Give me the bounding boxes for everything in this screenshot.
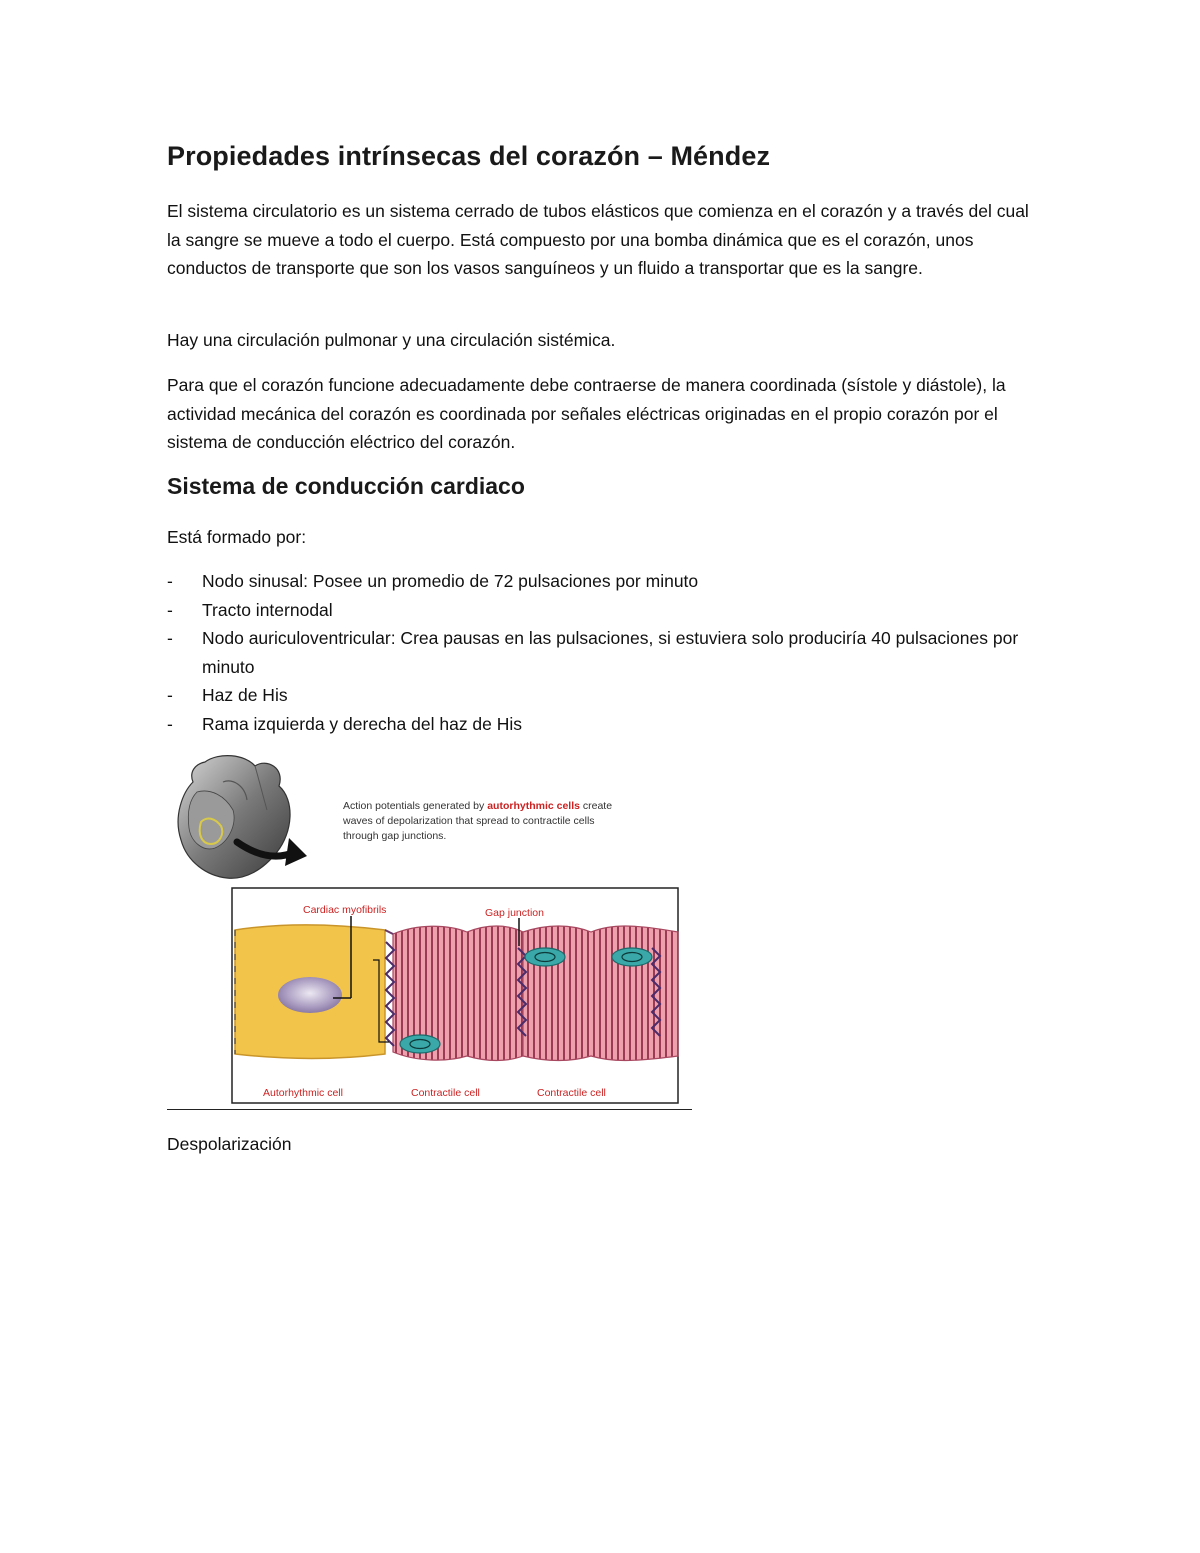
list-item-text: Rama izquierda y derecha del haz de His	[202, 713, 523, 734]
page-title: Propiedades intrínsecas del corazón – Méndez	[167, 141, 771, 171]
label-contractile-cell-2: Contractile cell	[537, 1087, 606, 1099]
label-autorhythmic-cell: Autorhythmic cell	[263, 1087, 343, 1099]
heart-illustration	[178, 756, 307, 879]
label-gap-junction: Gap junction	[485, 907, 544, 919]
label-cardiac-myofibrils: Cardiac myofibrils	[303, 904, 387, 916]
list-item-text: Nodo auriculoventricular: Crea pausas en las pulsaciones, si estuviera solo produciría 40 pulsaciones por minuto	[202, 628, 1019, 677]
figure-caption-line-3: through gap junctions.	[343, 830, 447, 842]
closing-text: Despolarización	[167, 1134, 292, 1154]
list-item-text: Haz de His	[202, 685, 288, 705]
paragraph-circulation-types: Hay una circulación pulmonar y una circulación sistémica.	[167, 330, 616, 350]
list-bullet: -	[167, 713, 173, 734]
list-item	[167, 624, 1047, 681]
figure-caption-line-1: Action potentials generated by autorhythmic cells create	[343, 800, 613, 812]
paragraph-heart-coordination: Para que el corazón funcione adecuadamente debe contraerse de manera coordinada (sístole y diástole), la actividad mecánica del corazón es coordinada por señales eléctricas originadas en el propio corazón por el sistema de conducción eléctrico del corazón.	[167, 375, 1006, 452]
cardiac-conduction-figure	[167, 752, 692, 1112]
paragraph-circulatory-system: El sistema circulatorio es un sistema cerrado de tubos elásticos que comienza en el corazón y a través del cual la sangre se mueve a todo el cuerpo. Está compuesto por una bomba dinámica que es el corazón, unos conductos de transporte que son los vasos sanguíneos y un fluido a transportar que es la sangre.	[167, 201, 1029, 278]
figure-bottom-rule	[167, 1109, 692, 1110]
list-item-text: Tracto internodal	[202, 599, 333, 620]
list-intro: Está formado por:	[167, 527, 307, 547]
conduction-system-list	[167, 567, 1047, 738]
nucleus	[278, 977, 342, 1013]
list-item	[167, 567, 1047, 596]
list-bullet: -	[167, 685, 173, 705]
list-bullet: -	[167, 571, 173, 591]
list-item	[167, 710, 1047, 739]
list-bullet: -	[167, 628, 173, 648]
list-item	[167, 681, 1047, 710]
section-heading: Sistema de conducción cardiaco	[167, 473, 525, 499]
list-bullet: -	[167, 599, 173, 620]
list-item-text: Nodo sinusal: Posee un promedio de 72 pulsaciones por minuto	[202, 571, 699, 591]
label-contractile-cell-1: Contractile cell	[411, 1087, 480, 1099]
figure-caption-line-2: waves of depolarization that spread to contractile cells	[343, 815, 595, 827]
autorhythmic-cell	[235, 925, 385, 1059]
list-item	[167, 596, 1047, 625]
